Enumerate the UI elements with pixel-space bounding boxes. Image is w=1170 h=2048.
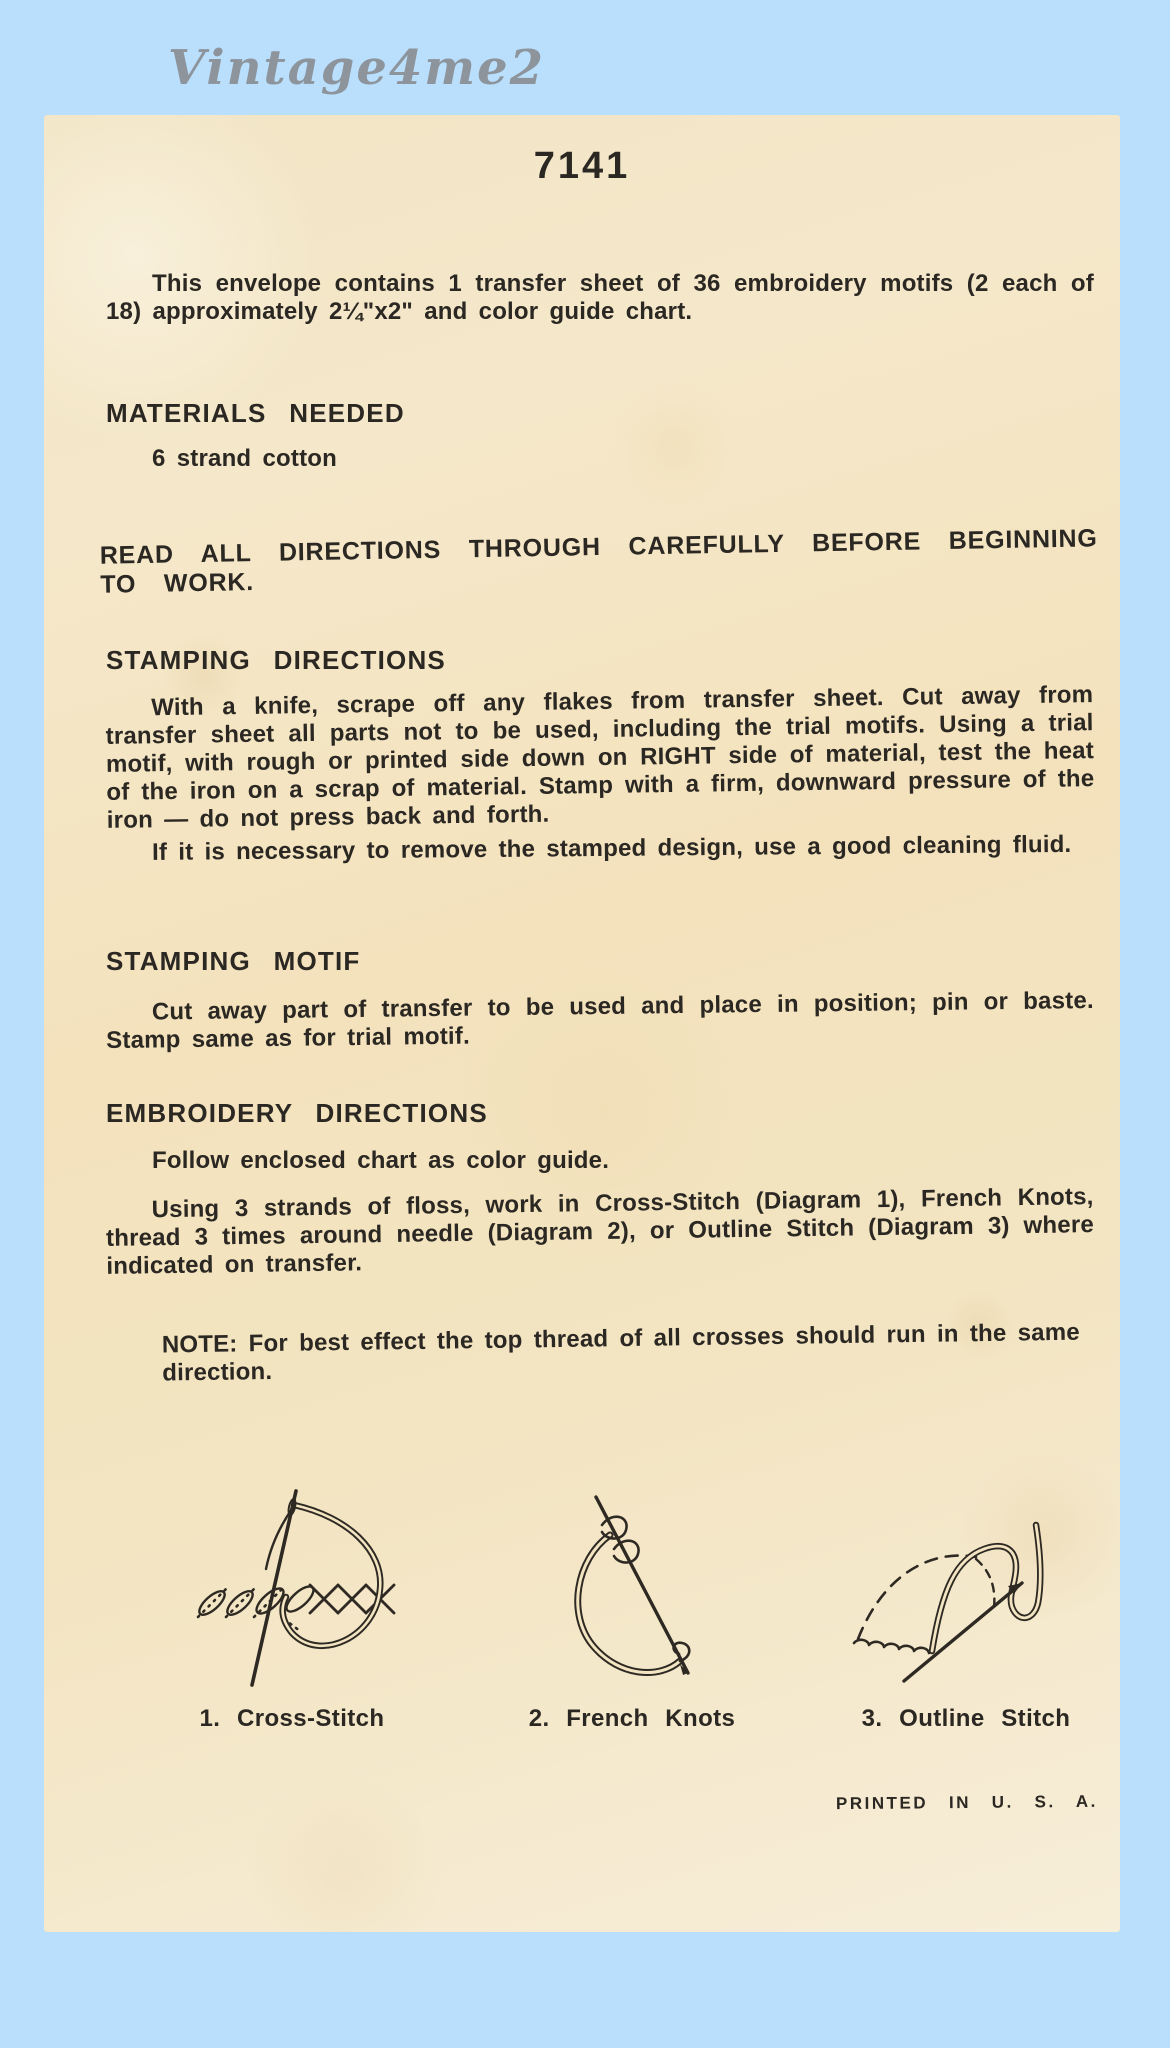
outline-stitch-icon [846, 1487, 1086, 1702]
materials-item: 6 strand cotton [152, 445, 337, 472]
materials-heading: MATERIALS NEEDED [106, 398, 405, 428]
embroidery-directions-heading: EMBROIDERY DIRECTIONS [106, 1098, 488, 1128]
cross-stitch-icon [172, 1487, 412, 1702]
outline-stitch-caption: 3. Outline Stitch [861, 1705, 1071, 1732]
stitch-diagrams-row [44, 1487, 1120, 1747]
french-knots-caption: 2. French Knots [528, 1705, 736, 1732]
seller-watermark: Vintage4me2 [168, 40, 546, 96]
stamping-directions-heading: STAMPING DIRECTIONS [106, 645, 446, 675]
embroidery-directions-paragraph: Using 3 strands of floss, work in Cross-Stitch (Diagram 1), French Knots, thread 3 times around needle (Diagram 2), or Outline Stitch (Diagram 3) where indicated on transfer. [105, 1183, 1095, 1280]
stamping-motif-paragraph: Cut away part of transfer to be used and place in position; pin or baste. Stamp same as for trial motif. [106, 986, 1094, 1055]
cross-stitch-figure [172, 1487, 412, 1747]
cross-stitch-caption: 1. Cross-Stitch [199, 1705, 385, 1732]
pattern-number: 7141 [533, 145, 631, 187]
cleaning-fluid-line: If it is necessary to remove the stamped design, use a good cleaning fluid. [151, 830, 1072, 866]
printed-in-usa-line: PRINTED IN U. S. A. [836, 1791, 1099, 1814]
french-knots-icon [512, 1487, 752, 1702]
stamping-directions-paragraph: With a knife, scrape off any flakes from transfer sheet. Cut away from transfer sheet all parts not to be used, including the trial motifs. Using a trial motif, with rough or printed side down on RIGHT side of material, test the heat of the iron on a scrap of material. Stamp with a firm, downward pressure of the iron — do not press back and forth. [105, 681, 1095, 834]
warning-line: READ ALL DIRECTIONS THROUGH CAREFULLY BEFORE BEGINNING TO WORK. [99, 524, 1098, 599]
outline-stitch-figure [846, 1487, 1086, 1747]
intro-paragraph: This envelope contains 1 transfer sheet of 36 embroidery motifs (2 each of 18) approximately 2¼"x2" and color guide chart. [106, 270, 1094, 325]
instruction-sheet [44, 115, 1120, 1932]
note-line: NOTE: For best effect the top thread of all crosses should run in the same direction. [161, 1318, 1081, 1387]
color-guide-line: Follow enclosed chart as color guide. [152, 1147, 610, 1174]
stamping-motif-heading: STAMPING MOTIF [106, 946, 361, 976]
french-knots-figure [512, 1487, 752, 1747]
